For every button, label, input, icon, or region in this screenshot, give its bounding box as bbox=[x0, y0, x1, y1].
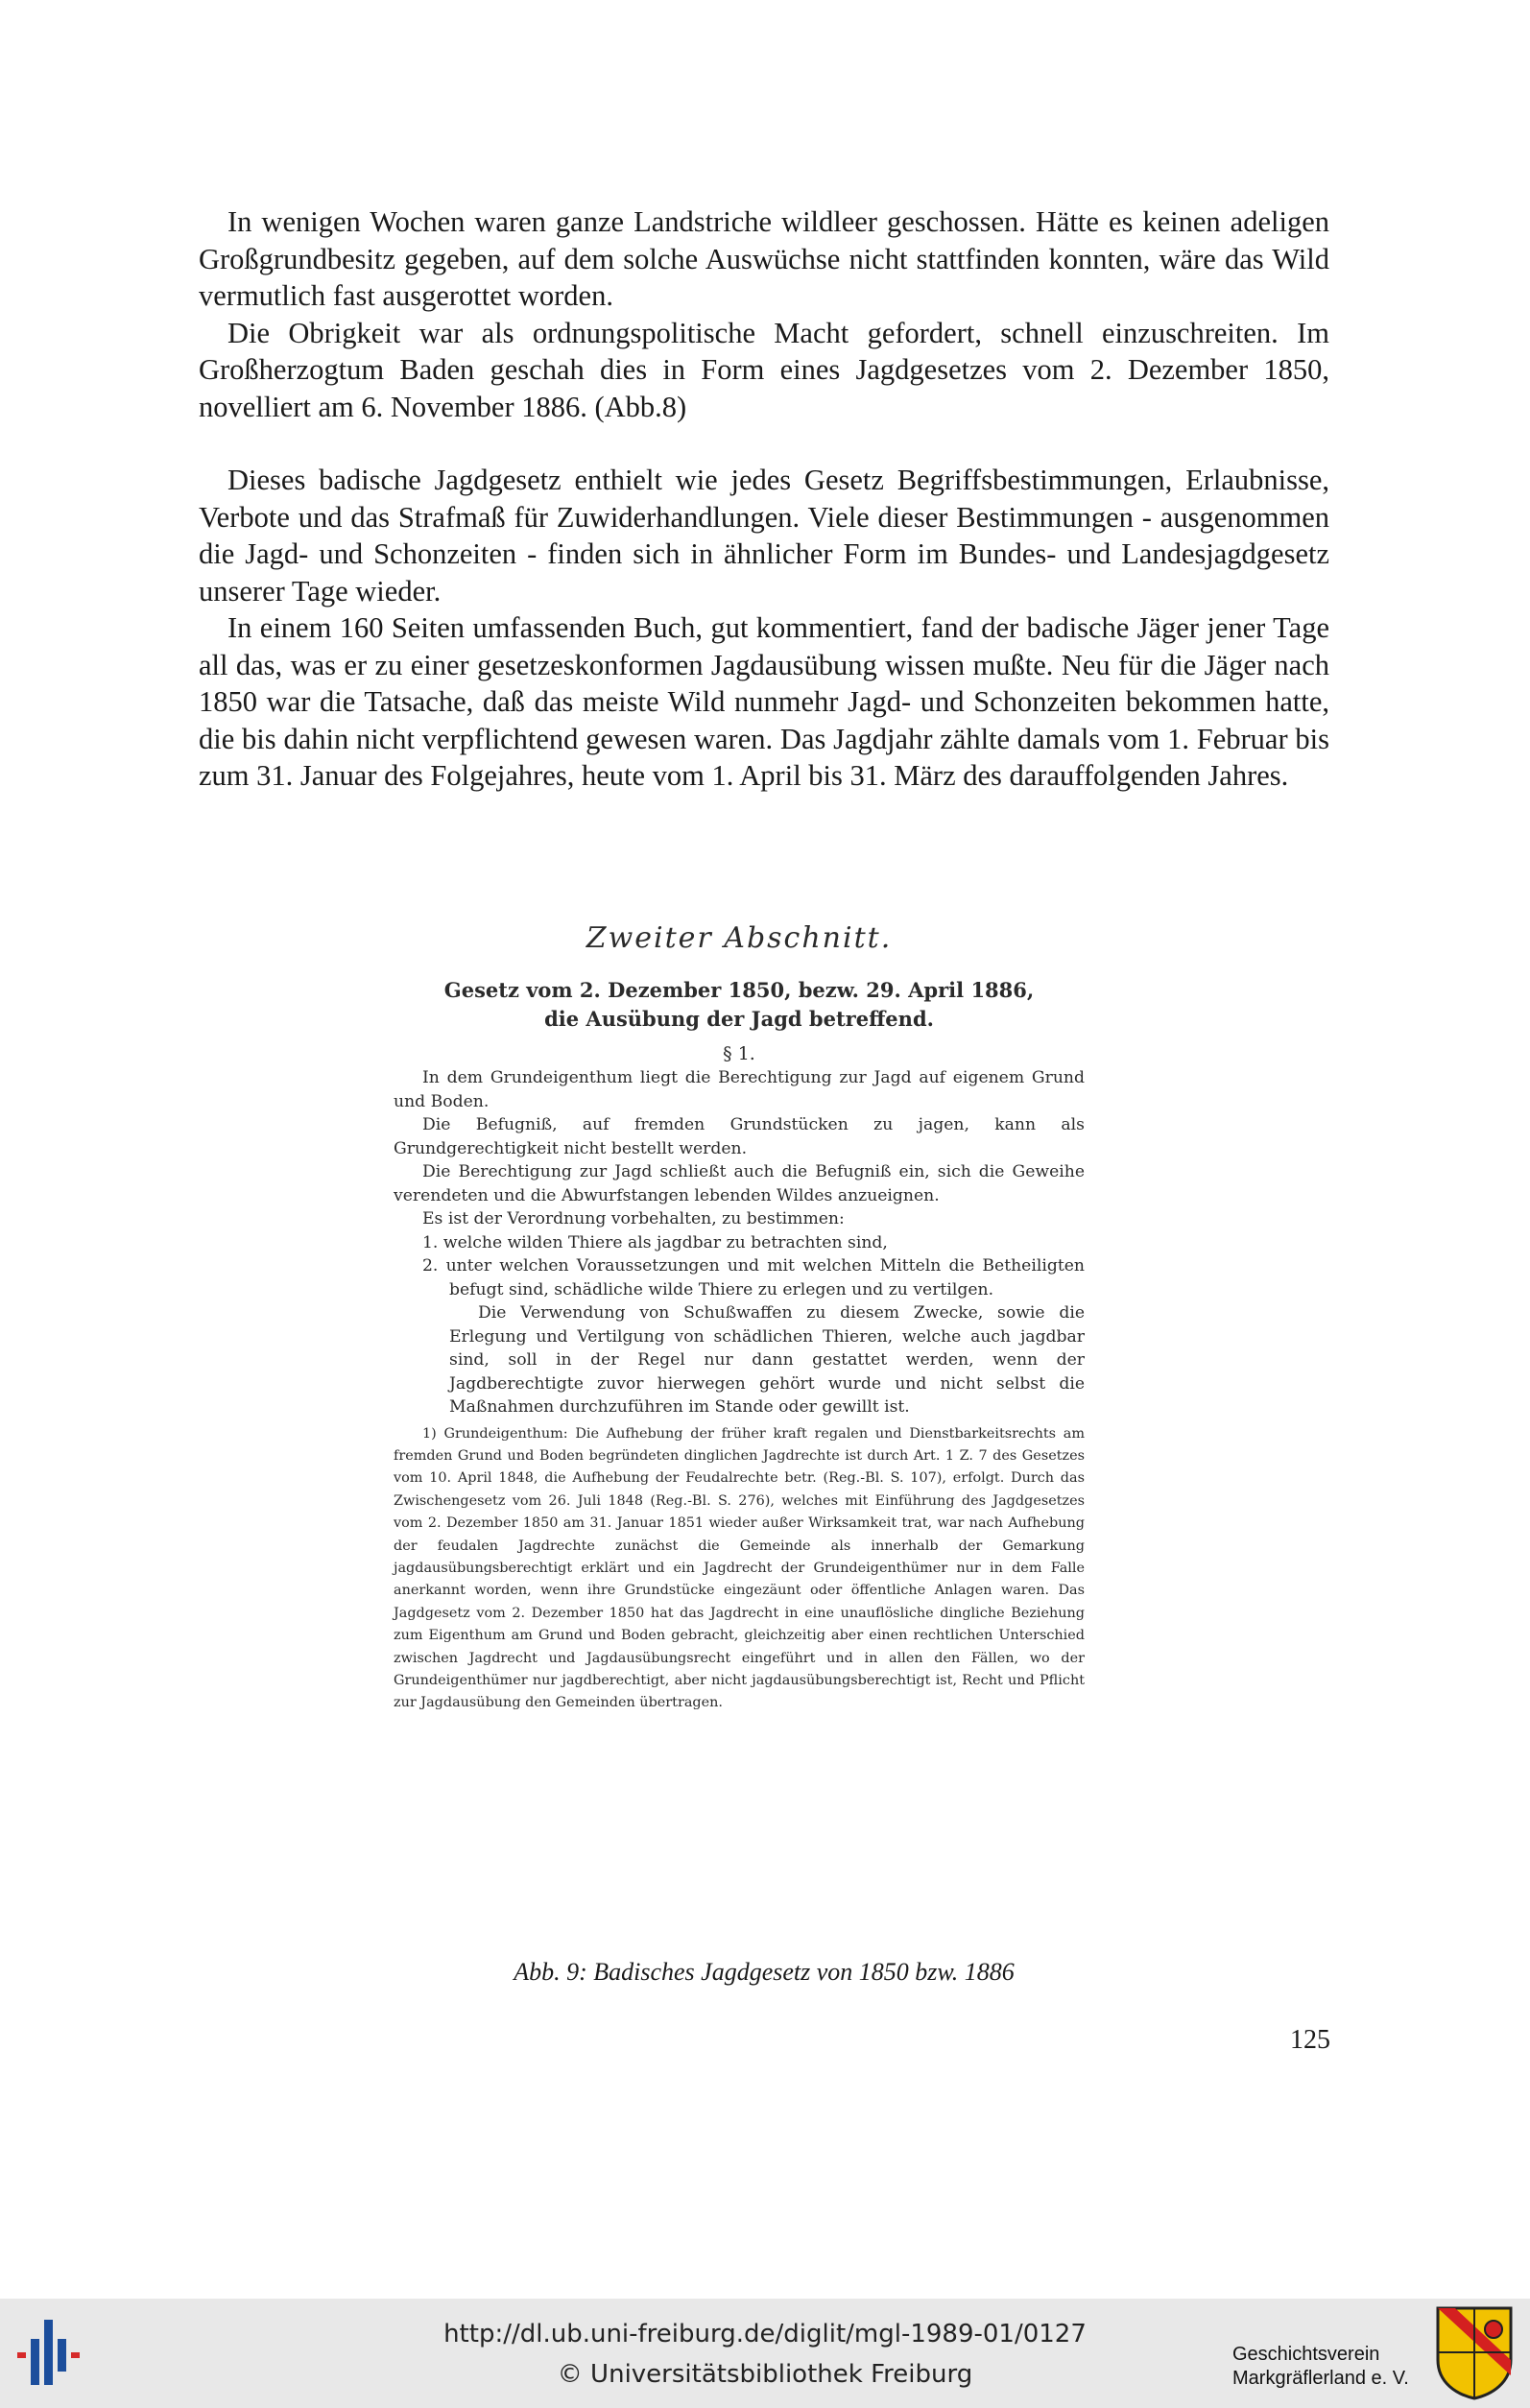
law-text bbox=[394, 1066, 1085, 1419]
section-mark: § 1. bbox=[723, 1043, 755, 1064]
law-text-figure bbox=[394, 921, 1085, 1715]
figure-caption: Abb. 9: Badisches Jagdgesetz von 1850 bzw. 1886 bbox=[514, 1958, 1015, 1986]
publisher-line-1: Geschichtsverein bbox=[1232, 2344, 1380, 2365]
document-url-link[interactable]: http://dl.ub.uni-freiburg.de/diglit/mgl-1989-01/0127 bbox=[443, 2320, 1087, 2348]
law-paragraph: Die Befugniß, auf fremden Grundstücken zu jagen, kann als Grundgerechtigkeit nicht bestellt werden. bbox=[394, 1115, 1085, 1158]
footnote-text: 1) Grundeigenthum: Die Aufhebung der früher kraft regalen und Dienstbarkeitsrechts am fremden Grund und Boden begründeten dinglichen Jagdrechte ist durch Art. 1 Z. 7 des Gesetzes vom 10. April 1848, die Aufhebung der Feudalrechte betr. (Reg.-Bl. S. 107), erfolgt. Durch das Zwischengesetz vom 26. Juli 1848 (Reg.-Bl. S. 276), welches mit Einführung des Jagdgesetzes vom 2. Dezember 1850 am 31. Januar 1851 wieder außer Wirksamkeit trat, war nach Aufhebung der feudalen Jagdrechte zunächst die Gemeinde als innerhalb der Gemarkung jagdausübungsberechtigt erklärt und ein Jagdrecht der Grundeigenthümer nur in dem Falle anerkannt worden, wenn ihre Grundstücke eingezäunt oder öffentliche Anlagen waren. Das Jagdgesetz vom 2. Dezember 1850 hat das Jagdrecht in eine unauflösliche dingliche Beziehung zum Eigenthum am Grund und Boden gebracht, gleichzeitig aber einen rechtlichen Unterschied zwischen Jagdrecht und Jagdausübungsrecht eingeführt und in allen den Fällen, wo der Grundeigenthümer nur jagdberechtigt, aber nicht jagdausübungsberechtigt ist, Recht und Pflicht zur Jagdausübung den Gemeinden übertragen. bbox=[394, 1425, 1085, 1711]
publisher-name bbox=[1232, 2343, 1409, 2391]
paragraph: In wenigen Wochen waren ganze Landstriche wildleer geschossen. Hätte es keinen adeligen Großgrundbesitz gegeben, auf dem solche Auswüchse nicht stattfinden konnten, wäre das Wild vermutlich fast ausgerottet worden. bbox=[199, 205, 1329, 312]
law-item: 2. unter welchen Voraussetzungen und mit welchen Mitteln die Betheiligten befugt sind, schädliche wilde Thiere zu erlegen und zu vertilgen. bbox=[422, 1256, 1085, 1299]
coat-of-arms-icon bbox=[1434, 2304, 1515, 2400]
paragraph: Die Obrigkeit war als ordnungspolitische Macht gefordert, schnell einzuschreiten. Im Großherzogtum Baden geschah dies in Form eines Jagdgesetzes vom 2. Dezember 1850, novelliert am 6. November 1886. (Abb.8) bbox=[199, 316, 1329, 423]
page-number: 125 bbox=[1290, 2025, 1330, 2055]
law-paragraph: In dem Grundeigenthum liegt die Berechtigung zur Jagd auf eigenem Grund und Boden. bbox=[394, 1068, 1085, 1111]
figure-title-line-1: Gesetz vom 2. Dezember 1850, bezw. 29. April 1886, bbox=[443, 978, 1035, 1002]
publisher-line-2: Markgräflerland e. V. bbox=[1232, 2368, 1409, 2389]
figure-title-line-2: die Ausübung der Jagd betreffend. bbox=[544, 1007, 934, 1031]
paragraph: Dieses badische Jagdgesetz enthielt wie jedes Gesetz Begriffsbestimmungen, Erlaubnisse, Verbote und das Strafmaß für Zuwiderhandlungen. Viele dieser Bestimmungen - ausgenommen die Jagd- und Schonzeiten - finden sich in ähnlicher Form im Bundes- und Landesjagdgesetz unserer Tage wieder. bbox=[199, 464, 1329, 608]
law-paragraph: Es ist der Verordnung vorbehalten, zu bestimmen: bbox=[422, 1209, 845, 1228]
footer-bar bbox=[0, 2299, 1530, 2408]
figure-heading: Zweiter Abschnitt. bbox=[586, 921, 893, 955]
law-paragraph: Die Berechtigung zur Jagd schließt auch die Befugniß ein, sich die Geweihe verendeten und die Abwurfstangen lebenden Wildes anzueignen. bbox=[394, 1162, 1085, 1205]
paragraph: In einem 160 Seiten umfassenden Buch, gut kommentiert, fand der badische Jäger jener Tage all das, was er zu einer gesetzeskonformen Jagdausübung wissen mußte. Neu für die Jäger nach 1850 war die Tatsache, daß das meiste Wild nunmehr Jagd- und Schonzeiten bekommen hatte, die bis dahin nicht verpflichtend gewesen waren. Das Jagdjahr zählte damals vom 1. Februar bis zum 31. Januar des Folgejahres, heute vom 1. April bis 31. März des darauffolgenden Jahres. bbox=[199, 611, 1329, 792]
footnote bbox=[394, 1423, 1085, 1715]
law-item: 1. welche wilden Thiere als jagdbar zu betrachten sind, bbox=[422, 1232, 888, 1252]
body-text bbox=[199, 203, 1329, 795]
law-item-paragraph: Die Verwendung von Schußwaffen zu diesem Zwecke, sowie die Erlegung und Vertilgung von schädlichen Thieren, welche auch jagdbar sind, soll in der Regel nur dann gestattet werden, wenn der Jagdberechtigte zuvor hierwegen gehört wurde und nicht selbst die Maßnahmen durchzuführen im Stande oder gewillt ist. bbox=[449, 1303, 1085, 1417]
copyright-text: © Universitätsbibliothek Freiburg bbox=[557, 2360, 973, 2389]
